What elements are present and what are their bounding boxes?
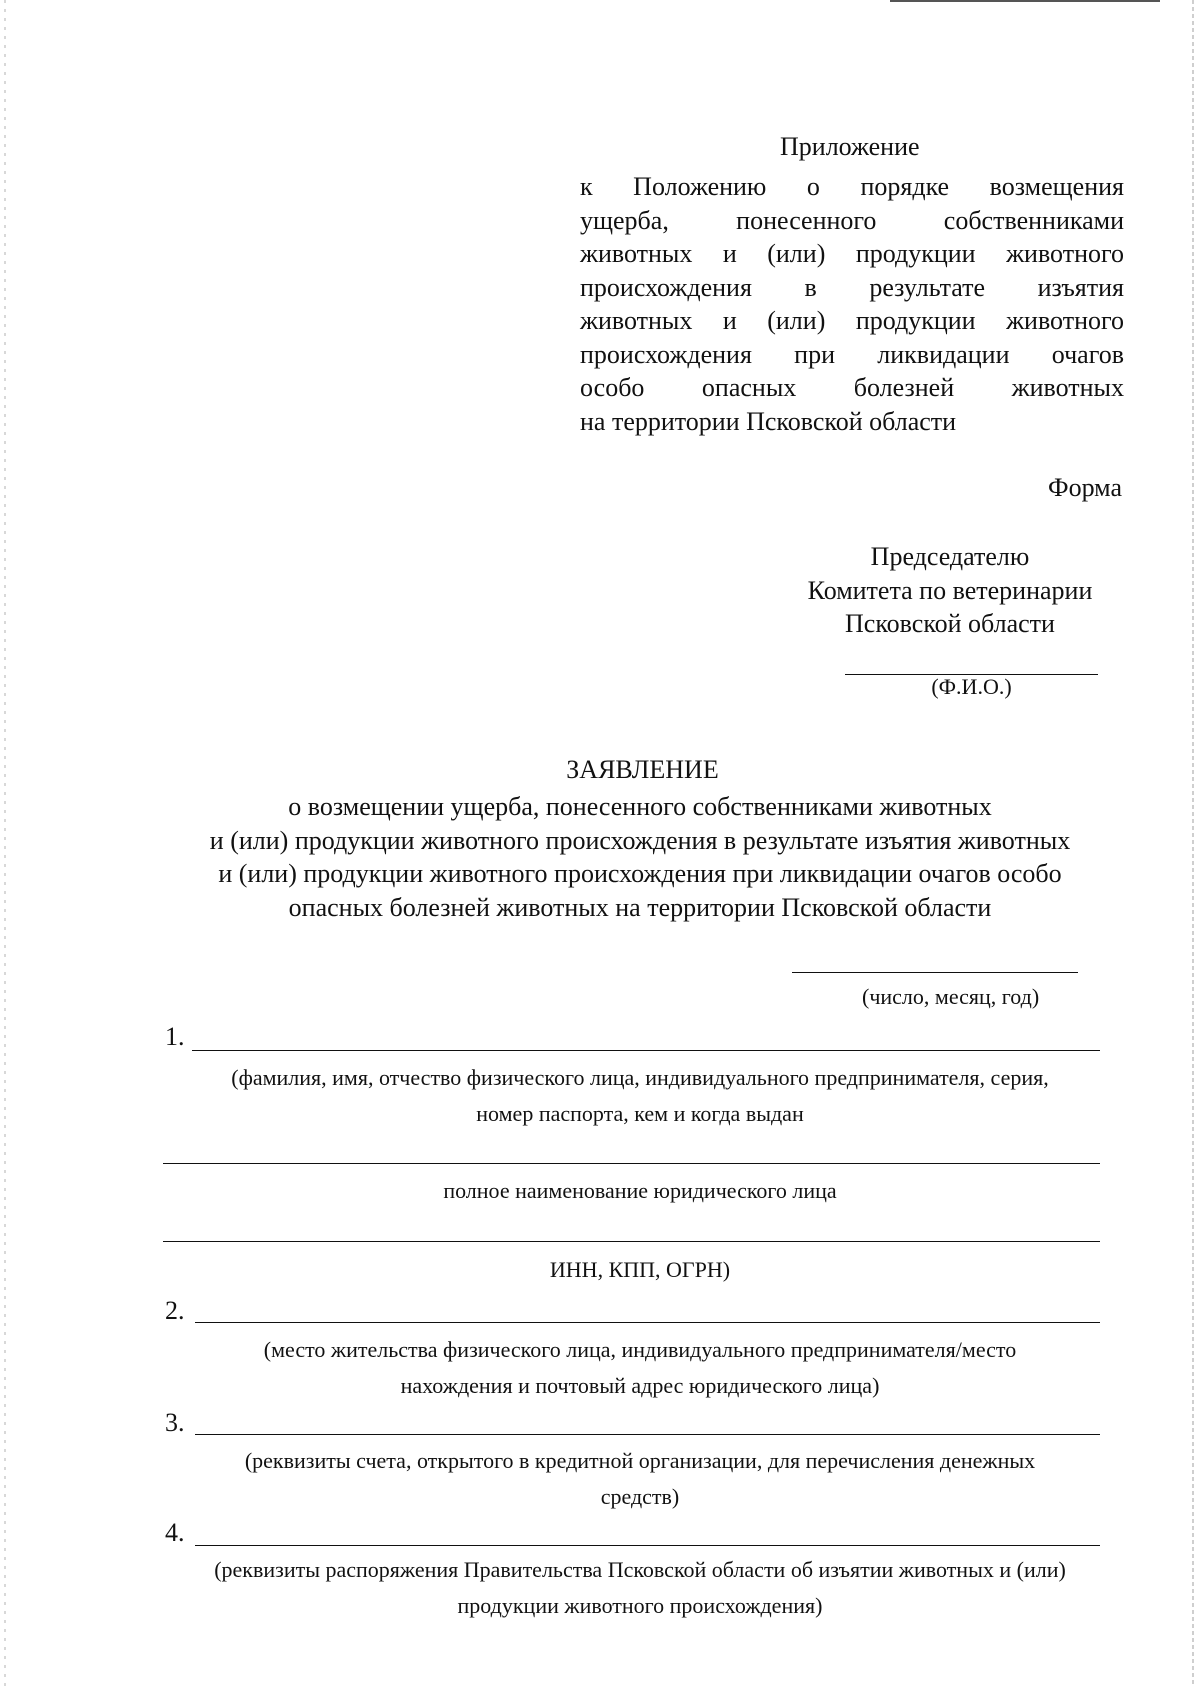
caption-line: полное наименование юридического лица bbox=[443, 1178, 837, 1203]
field-4-fill-line[interactable] bbox=[195, 1545, 1100, 1546]
date-fill-line[interactable] bbox=[792, 972, 1078, 973]
appendix-title: Приложение bbox=[780, 132, 920, 161]
scan-edge-top bbox=[890, 0, 1160, 2]
caption-line: нахождения и почтовый адрес юридического лица) bbox=[400, 1373, 880, 1398]
caption-line: продукции животного происхождения) bbox=[457, 1593, 823, 1618]
field-2-caption bbox=[160, 1332, 1120, 1404]
addressee-line: Председателю bbox=[870, 542, 1030, 571]
field-number: 3. bbox=[165, 1408, 185, 1437]
field-number: 4. bbox=[165, 1518, 185, 1547]
caption-line: ИНН, КПП, ОГРН) bbox=[549, 1257, 731, 1282]
statement-subtitle-line: опасных болезней животных на территории Псковской области bbox=[288, 892, 992, 922]
caption-line: средств) bbox=[600, 1484, 680, 1509]
caption-line: (фамилия, имя, отчество физического лица, индивидуального предпринимателя, серия, bbox=[231, 1065, 1049, 1090]
field-1-fill-line[interactable] bbox=[192, 1050, 1100, 1051]
field-4-caption bbox=[160, 1552, 1120, 1624]
date-caption: (число, месяц, год) bbox=[862, 984, 1040, 1009]
scan-edge-left bbox=[4, 0, 6, 1686]
field-number: 2. bbox=[165, 1296, 185, 1325]
appendix-line: происхождения в результате изъятия bbox=[580, 272, 1124, 302]
statement-subtitle bbox=[150, 790, 1130, 924]
field-3-fill-line[interactable] bbox=[195, 1434, 1100, 1435]
field-number: 1. bbox=[165, 1022, 185, 1051]
fio-caption: (Ф.И.О.) bbox=[931, 674, 1012, 699]
field-1-caption bbox=[160, 1060, 1120, 1132]
field-2-fill-line[interactable] bbox=[195, 1322, 1100, 1323]
legal-name-caption bbox=[160, 1173, 1120, 1209]
form-label: Форма bbox=[1048, 473, 1122, 502]
caption-line: (реквизиты распоряжения Правительства Псковской области об изъятии животных и (или) bbox=[214, 1557, 1066, 1582]
appendix-line: на территории Псковской области bbox=[580, 406, 957, 436]
appendix-line: ущерба, понесенного собственниками bbox=[580, 205, 1124, 235]
addressee-block bbox=[780, 540, 1120, 641]
statement-subtitle-line: о возмещении ущерба, понесенного собственниками животных bbox=[288, 792, 992, 821]
caption-line: номер паспорта, кем и когда выдан bbox=[476, 1101, 804, 1126]
caption-line: (реквизиты счета, открытого в кредитной организации, для перечисления денежных bbox=[244, 1448, 1036, 1473]
legal-name-fill-line[interactable] bbox=[163, 1163, 1100, 1164]
appendix-line: происхождения при ликвидации очагов bbox=[580, 339, 1124, 369]
caption-line: (место жительства физического лица, индивидуального предпринимателя/место bbox=[263, 1337, 1017, 1362]
appendix-reference bbox=[580, 170, 1124, 438]
appendix-line: к Положению о порядке возмещения bbox=[580, 172, 1124, 201]
inn-fill-line[interactable] bbox=[163, 1241, 1100, 1242]
appendix-line: животных и (или) продукции животного bbox=[580, 306, 1124, 335]
statement-subtitle-line: и (или) продукции животного происхождения в результате изъятия животных bbox=[209, 825, 1071, 855]
inn-caption bbox=[160, 1252, 1120, 1288]
appendix-line: животных и (или) продукции животного bbox=[580, 239, 1124, 268]
scan-edge-right bbox=[1192, 0, 1194, 1686]
addressee-line: Комитета по ветеринарии bbox=[807, 575, 1093, 605]
statement-subtitle-line: и (или) продукции животного происхождения при ликвидации очагов особо bbox=[218, 859, 1062, 888]
appendix-line: особо опасных болезней животных bbox=[580, 373, 1124, 402]
addressee-line: Псковской области bbox=[845, 609, 1055, 638]
field-3-caption bbox=[160, 1443, 1120, 1515]
statement-title: ЗАЯВЛЕНИЕ bbox=[566, 755, 719, 784]
